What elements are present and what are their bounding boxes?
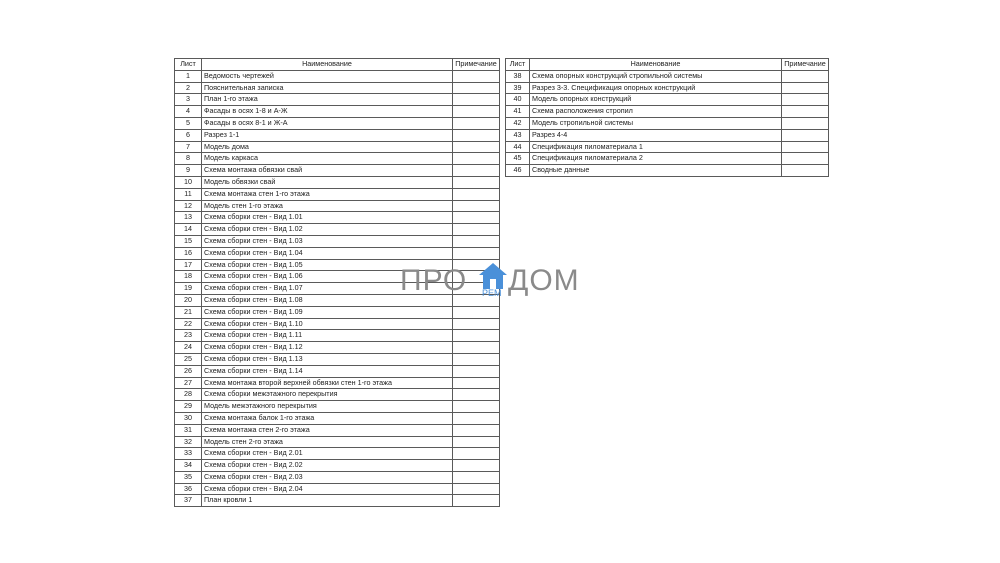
drawing-name-cell: Схема сборки стен - Вид 2.04	[202, 483, 453, 495]
table-row	[175, 224, 500, 236]
note-cell	[453, 330, 500, 342]
note-cell	[453, 460, 500, 472]
sheet-number-cell: 22	[175, 318, 202, 330]
drawing-name-cell: Сводные данные	[530, 165, 782, 177]
drawing-name-cell: Схема сборки стен - Вид 1.06	[202, 271, 453, 283]
note-cell	[453, 483, 500, 495]
drawing-name-cell: Разрез 3-3. Спецификация опорных конструкций	[530, 82, 782, 94]
table-row	[175, 389, 500, 401]
drawing-name-cell: Модель каркаса	[202, 153, 453, 165]
table-row	[506, 106, 829, 118]
sheet-number-cell: 15	[175, 235, 202, 247]
note-cell	[453, 212, 500, 224]
watermark-subtext: РЕМ	[482, 288, 502, 298]
drawing-name-cell: Разрез 4-4	[530, 129, 782, 141]
table-row	[175, 365, 500, 377]
table-row	[506, 141, 829, 153]
sheet-number-cell: 19	[175, 283, 202, 295]
drawing-name-cell: Схема монтажа обвязки свай	[202, 165, 453, 177]
table-row	[506, 117, 829, 129]
table-row	[506, 165, 829, 177]
sheet-number-cell: 42	[506, 117, 530, 129]
drawing-name-cell: Схема сборки стен - Вид 1.05	[202, 259, 453, 271]
sheet-number-cell: 7	[175, 141, 202, 153]
drawing-name-cell: Модель стропильной системы	[530, 117, 782, 129]
table-row	[175, 342, 500, 354]
note-cell	[453, 117, 500, 129]
sheet-number-cell: 18	[175, 271, 202, 283]
table-row	[175, 235, 500, 247]
drawing-name-cell: Схема сборки стен - Вид 1.03	[202, 235, 453, 247]
table-row	[506, 94, 829, 106]
sheet-number-cell: 29	[175, 401, 202, 413]
table-row	[175, 448, 500, 460]
sheet-number-cell: 41	[506, 106, 530, 118]
note-cell	[453, 377, 500, 389]
sheet-number-cell: 25	[175, 353, 202, 365]
table-row	[175, 188, 500, 200]
note-cell	[453, 165, 500, 177]
watermark-text-right: ДОМ	[508, 264, 580, 297]
drawing-name-cell: Схема сборки стен - Вид 1.04	[202, 247, 453, 259]
sheet-number-cell: 38	[506, 70, 530, 82]
note-cell	[782, 70, 829, 82]
sheet-number-cell: 13	[175, 212, 202, 224]
drawing-name-cell: Схема сборки стен - Вид 2.02	[202, 460, 453, 472]
sheet-number-cell: 31	[175, 424, 202, 436]
note-cell	[453, 188, 500, 200]
table-header-row	[175, 59, 500, 71]
note-cell	[453, 353, 500, 365]
sheet-number-cell: 16	[175, 247, 202, 259]
note-cell	[453, 471, 500, 483]
note-cell	[453, 448, 500, 460]
drawing-name-cell: Схема монтажа балок 1-го этажа	[202, 412, 453, 424]
drawing-name-cell: Схема сборки стен - Вид 1.13	[202, 353, 453, 365]
note-cell	[782, 153, 829, 165]
note-cell	[453, 365, 500, 377]
sheet-number-cell: 17	[175, 259, 202, 271]
sheet-number-cell: 30	[175, 412, 202, 424]
drawing-name-cell: Модель опорных конструкций	[530, 94, 782, 106]
note-cell	[453, 495, 500, 507]
drawing-name-cell: Модель обвязки свай	[202, 176, 453, 188]
note-cell	[782, 141, 829, 153]
table-row	[175, 200, 500, 212]
drawing-name-cell: Схема сборки стен - Вид 1.14	[202, 365, 453, 377]
sheet-number-cell: 40	[506, 94, 530, 106]
sheet-number-cell: 4	[175, 106, 202, 118]
drawing-name-cell: Схема сборки стен - Вид 1.12	[202, 342, 453, 354]
drawing-name-cell: Разрез 1-1	[202, 129, 453, 141]
sheet-number-cell: 44	[506, 141, 530, 153]
sheet-number-cell: 26	[175, 365, 202, 377]
table-row	[175, 436, 500, 448]
drawings-list-table-right	[505, 58, 829, 177]
table-row	[175, 483, 500, 495]
note-cell	[453, 318, 500, 330]
drawing-name-cell: Спецификация пиломатериала 1	[530, 141, 782, 153]
sheet-number-cell: 35	[175, 471, 202, 483]
drawing-name-cell: Схема сборки стен - Вид 1.08	[202, 294, 453, 306]
drawing-name-cell: Пояснительная записка	[202, 82, 453, 94]
watermark-text-left: ПРО	[400, 264, 468, 297]
sheet-number-cell: 10	[175, 176, 202, 188]
drawing-name-cell: Схема сборки стен - Вид 1.10	[202, 318, 453, 330]
column-header-sheet: Лист	[506, 59, 530, 71]
column-header-name: Наименование	[530, 59, 782, 71]
table-row	[506, 153, 829, 165]
note-cell	[453, 412, 500, 424]
drawing-name-cell: Модель стен 1-го этажа	[202, 200, 453, 212]
table-row	[506, 129, 829, 141]
drawing-name-cell: Схема сборки межэтажного перекрытия	[202, 389, 453, 401]
drawing-name-cell: Схема монтажа стен 1-го этажа	[202, 188, 453, 200]
table-row	[175, 306, 500, 318]
note-cell	[782, 117, 829, 129]
column-header-sheet: Лист	[175, 59, 202, 71]
note-cell	[782, 94, 829, 106]
sheet-number-cell: 8	[175, 153, 202, 165]
sheet-number-cell: 5	[175, 117, 202, 129]
table-row	[175, 212, 500, 224]
table-row	[175, 82, 500, 94]
note-cell	[453, 176, 500, 188]
table-row	[175, 165, 500, 177]
table-row	[506, 70, 829, 82]
drawing-name-cell: Схема монтажа второй верхней обвязки стен 1-го этажа	[202, 377, 453, 389]
sheet-number-cell: 14	[175, 224, 202, 236]
drawing-name-cell: Схема сборки стен - Вид 1.11	[202, 330, 453, 342]
drawing-name-cell: Спецификация пиломатериала 2	[530, 153, 782, 165]
note-cell	[453, 70, 500, 82]
sheet-number-cell: 11	[175, 188, 202, 200]
drawing-name-cell: Фасады в осях 1-8 и А-Ж	[202, 106, 453, 118]
sheet-number-cell: 37	[175, 495, 202, 507]
table-row	[175, 424, 500, 436]
table-row	[175, 353, 500, 365]
table-row	[175, 106, 500, 118]
sheet-number-cell: 45	[506, 153, 530, 165]
sheet-number-cell: 34	[175, 460, 202, 472]
column-header-note: Примечание	[453, 59, 500, 71]
table-row	[175, 70, 500, 82]
note-cell	[453, 200, 500, 212]
table-row	[175, 330, 500, 342]
drawing-name-cell: Схема сборки стен - Вид 2.01	[202, 448, 453, 460]
drawing-name-cell: Схема расположения стропил	[530, 106, 782, 118]
table-row	[175, 129, 500, 141]
table-row	[175, 495, 500, 507]
sheet-number-cell: 9	[175, 165, 202, 177]
table-body-right	[506, 70, 829, 176]
sheet-number-cell: 20	[175, 294, 202, 306]
note-cell	[453, 342, 500, 354]
sheet-number-cell: 21	[175, 306, 202, 318]
table-row	[175, 117, 500, 129]
note-cell	[453, 401, 500, 413]
table-row	[175, 153, 500, 165]
note-cell	[453, 129, 500, 141]
sheet-number-cell: 46	[506, 165, 530, 177]
drawing-name-cell: Схема сборки стен - Вид 1.02	[202, 224, 453, 236]
sheet-number-cell: 27	[175, 377, 202, 389]
table-header-row	[506, 59, 829, 71]
drawing-name-cell: Схема сборки стен - Вид 1.07	[202, 283, 453, 295]
sheet-number-cell: 3	[175, 94, 202, 106]
drawing-name-cell: Модель межэтажного перекрытия	[202, 401, 453, 413]
watermark-logo	[400, 262, 600, 298]
note-cell	[782, 106, 829, 118]
table-row	[506, 82, 829, 94]
sheet-number-cell: 36	[175, 483, 202, 495]
table-row	[175, 318, 500, 330]
column-header-note: Примечание	[782, 59, 829, 71]
note-cell	[453, 247, 500, 259]
note-cell	[453, 82, 500, 94]
note-cell	[453, 94, 500, 106]
table-row	[175, 247, 500, 259]
note-cell	[453, 106, 500, 118]
sheet-number-cell: 2	[175, 82, 202, 94]
note-cell	[453, 389, 500, 401]
drawing-name-cell: Схема сборки стен - Вид 2.03	[202, 471, 453, 483]
table-row	[175, 141, 500, 153]
sheet-number-cell: 1	[175, 70, 202, 82]
drawing-name-cell: Схема сборки стен - Вид 1.01	[202, 212, 453, 224]
drawing-name-cell: Ведомость чертежей	[202, 70, 453, 82]
table-row	[175, 401, 500, 413]
table-row	[175, 460, 500, 472]
drawing-name-cell: Модель стен 2-го этажа	[202, 436, 453, 448]
drawing-name-cell: Схема монтажа стен 2-го этажа	[202, 424, 453, 436]
sheet-number-cell: 23	[175, 330, 202, 342]
drawing-name-cell: План кровли 1	[202, 495, 453, 507]
note-cell	[453, 424, 500, 436]
house-icon	[478, 262, 508, 290]
note-cell	[453, 306, 500, 318]
note-cell	[453, 436, 500, 448]
sheet-number-cell: 6	[175, 129, 202, 141]
table-row	[175, 471, 500, 483]
table-row	[175, 94, 500, 106]
sheet-number-cell: 32	[175, 436, 202, 448]
note-cell	[782, 82, 829, 94]
drawing-name-cell: План 1-го этажа	[202, 94, 453, 106]
note-cell	[453, 153, 500, 165]
sheet-number-cell: 43	[506, 129, 530, 141]
drawing-name-cell: Фасады в осях 8-1 и Ж-А	[202, 117, 453, 129]
column-header-name: Наименование	[202, 59, 453, 71]
drawing-name-cell: Схема сборки стен - Вид 1.09	[202, 306, 453, 318]
note-cell	[782, 129, 829, 141]
sheet-number-cell: 12	[175, 200, 202, 212]
sheet-number-cell: 28	[175, 389, 202, 401]
table-row	[175, 412, 500, 424]
note-cell	[453, 141, 500, 153]
table-row	[175, 176, 500, 188]
note-cell	[782, 165, 829, 177]
note-cell	[453, 235, 500, 247]
sheet-number-cell: 33	[175, 448, 202, 460]
table-row	[175, 377, 500, 389]
sheet-number-cell: 24	[175, 342, 202, 354]
sheet-number-cell: 39	[506, 82, 530, 94]
drawing-name-cell: Модель дома	[202, 141, 453, 153]
drawing-name-cell: Схема опорных конструкций стропильной системы	[530, 70, 782, 82]
note-cell	[453, 224, 500, 236]
